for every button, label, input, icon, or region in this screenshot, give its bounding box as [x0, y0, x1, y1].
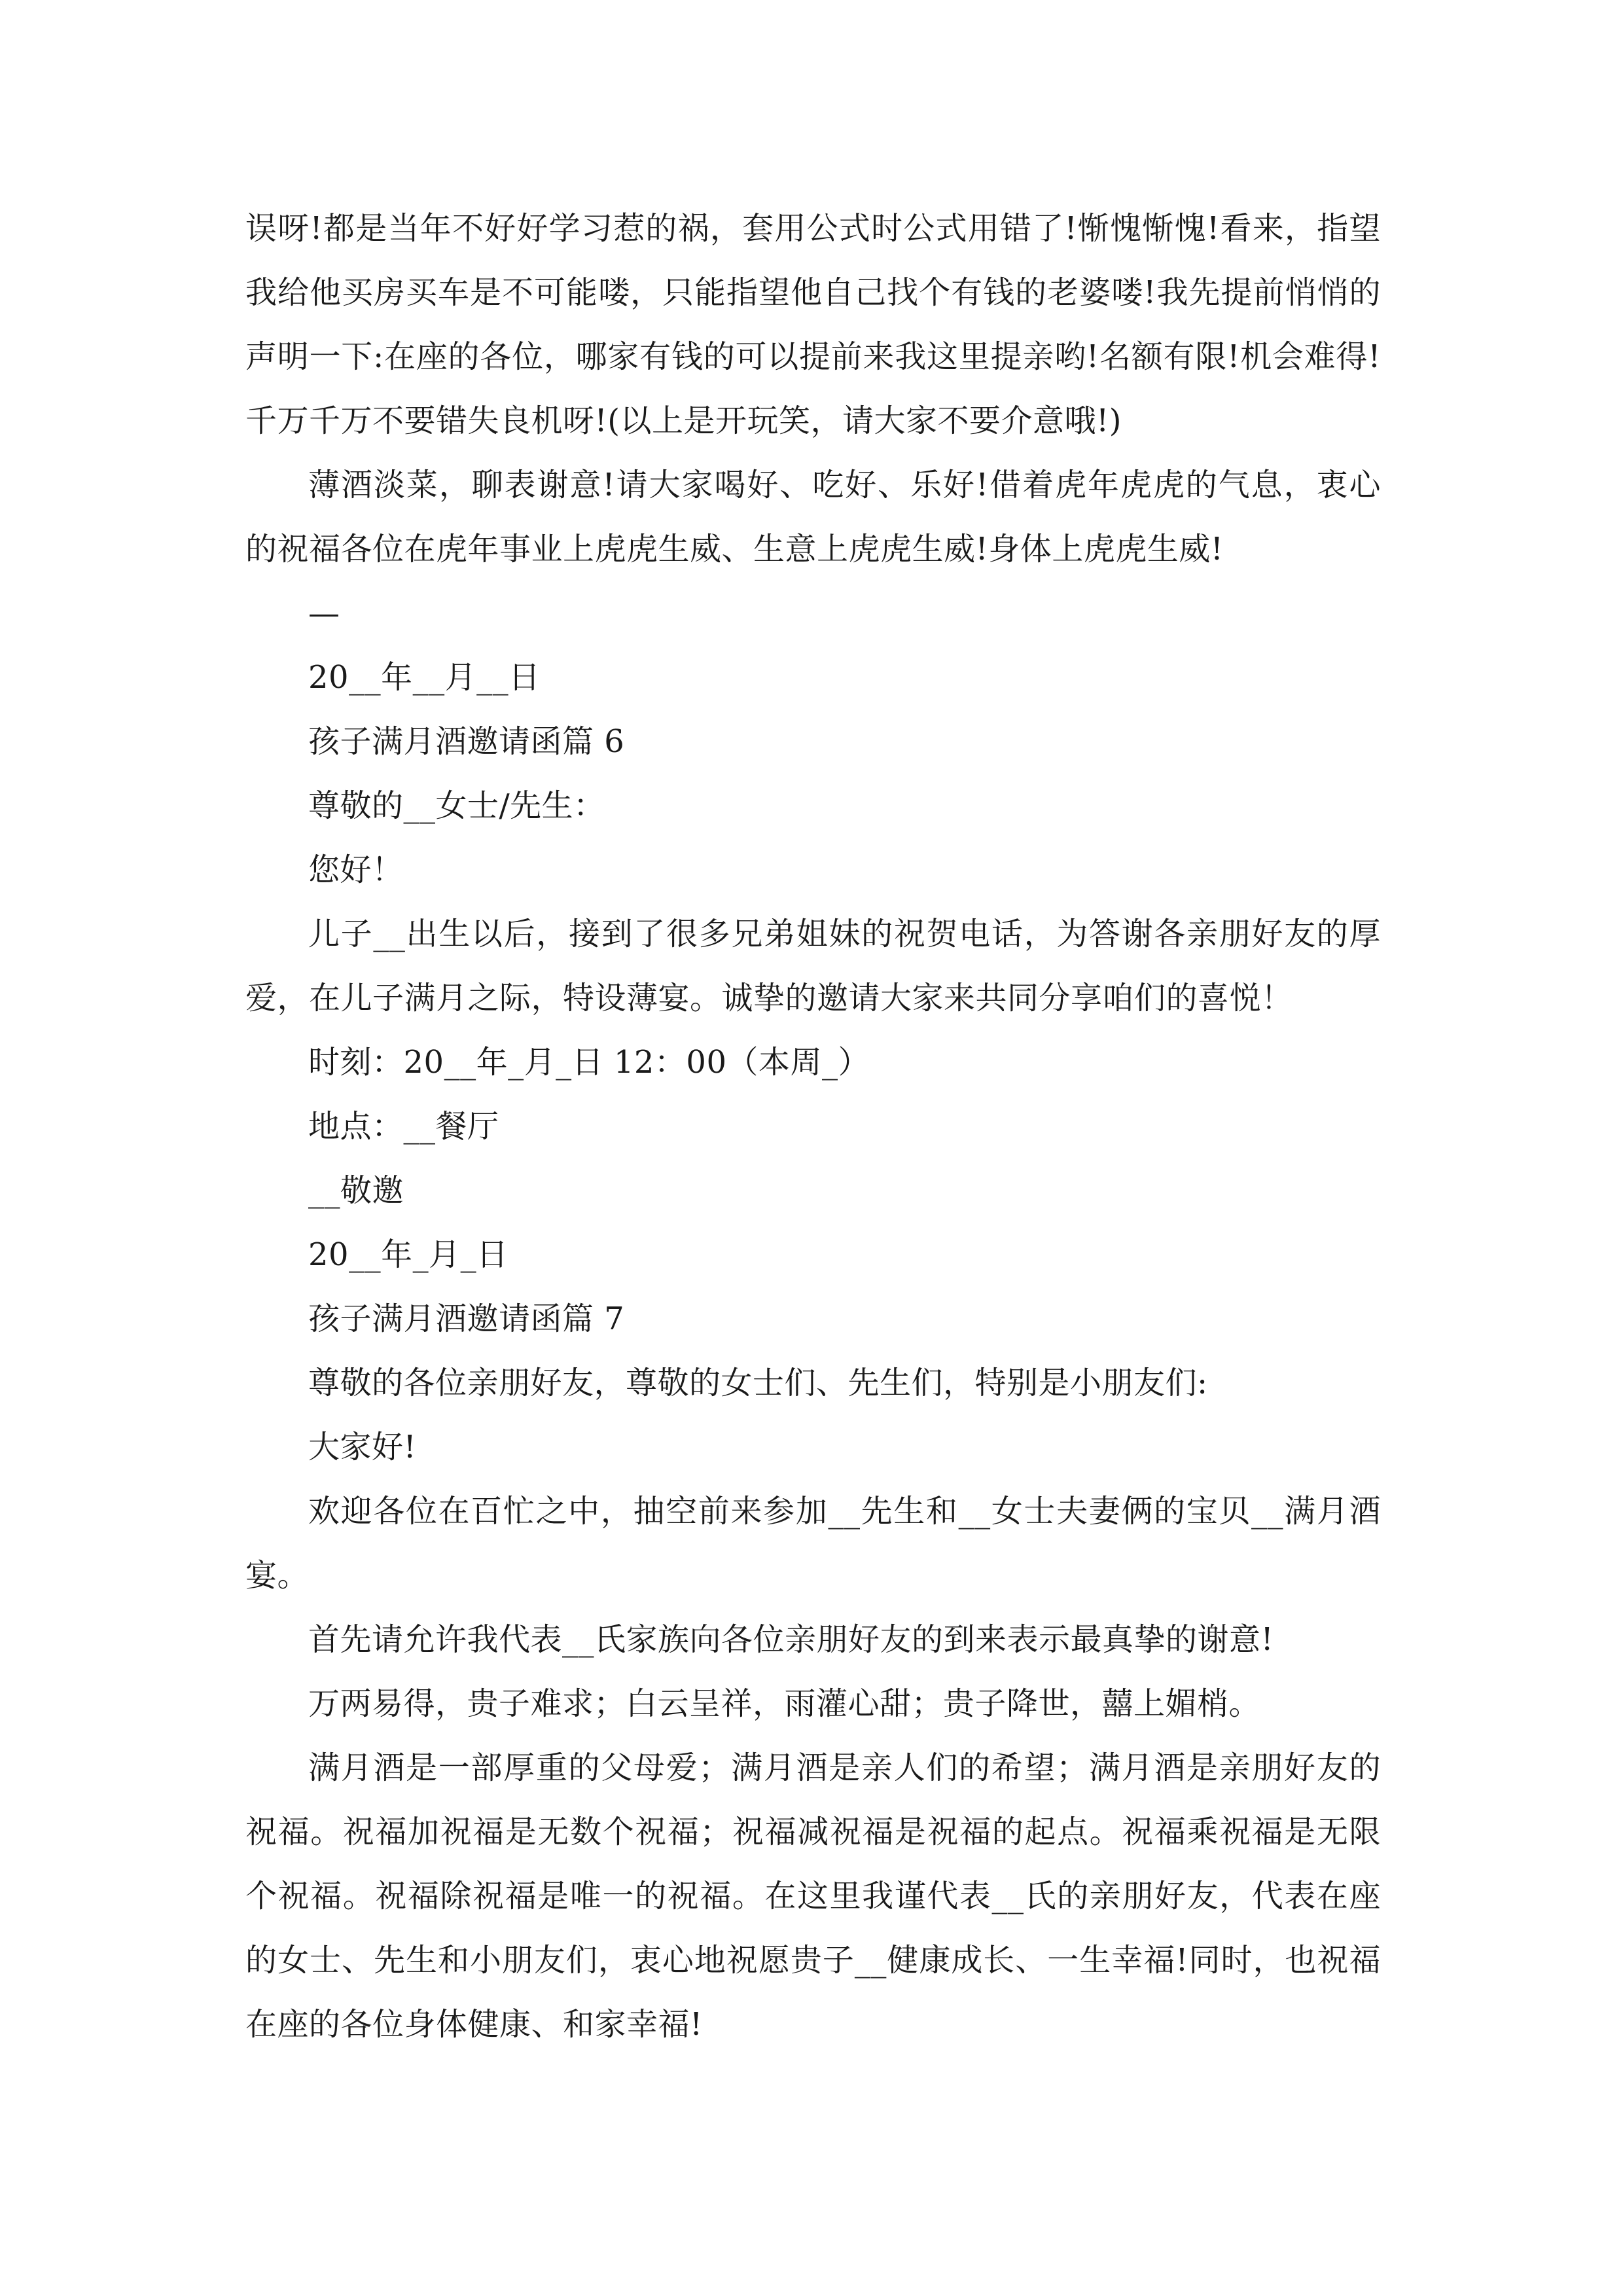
blessing-paragraph-7: 满月酒是一部厚重的父母爱；满月酒是亲人们的希望；满月酒是亲朋好友的祝福。祝福加祝福是无数个祝福；祝福减祝福是祝福的起点。祝福乘祝福是无限个祝福。祝福除祝福是唯一的祝福。在这里我谨代表__氏的亲朋好友，代表在座的女士、先生和小朋友们，衷心地祝愿贵子__健康成长、一生幸福!同时，也祝福在座的各位身体健康、和家幸福! — [245, 1749, 1381, 2043]
time-line-6: 时刻：20__年_月_日 12：00（本周_） — [308, 1044, 870, 1081]
thanks-paragraph-7: 首先请允许我代表__氏家族向各位亲朋好友的到来表示最真挚的谢意! — [308, 1621, 1274, 1658]
date-line: 20__年__月__日 — [308, 659, 541, 696]
place-line-6: 地点：__餐厅 — [308, 1108, 499, 1145]
greeting-6: 您好！ — [308, 852, 404, 888]
verse-paragraph-7: 万两易得，贵子难求；白云呈祥，雨灌心甜；贵子降世，囍上媚梢。 — [308, 1685, 1261, 1722]
salutation-6: 尊敬的__女士/先生： — [308, 787, 605, 824]
section-heading-7: 孩子满月酒邀请函篇 7 — [308, 1300, 625, 1337]
invitation-body-6: 儿子__出生以后，接到了很多兄弟姐妹的祝贺电话，为答谢各亲朋好友的厚爱，在儿子满月之际，特设薄宴。诚挚的邀请大家来共同分享咱们的喜悦！ — [245, 916, 1381, 1016]
inviter-line-6: __敬邀 — [308, 1172, 404, 1209]
section-heading-6: 孩子满月酒邀请函篇 6 — [308, 723, 625, 760]
dash-line: — — [308, 595, 340, 632]
salutation-7: 尊敬的各位亲朋好友，尊敬的女士们、先生们，特别是小朋友们: — [308, 1365, 1208, 1401]
paragraph-toast-closing: 薄酒淡菜，聊表谢意!请大家喝好、吃好、乐好!借着虎年虎虎的气息，衷心的祝福各位在虎年事业上虎虎生威、生意上虎虎生威!身体上虎虎生威! — [245, 467, 1381, 567]
document-page — [245, 196, 1381, 2056]
welcome-paragraph-7: 欢迎各位在百忙之中，抽空前来参加__先生和__女士夫妻俩的宝贝__满月酒宴。 — [245, 1493, 1381, 1594]
greeting-7: 大家好! — [308, 1429, 417, 1465]
paragraph-continuation: 误呀!都是当年不好好学习惹的祸，套用公式时公式用错了!惭愧惭愧!看来，指望我给他买房买车是不可能喽，只能指望他自己找个有钱的老婆喽!我先提前悄悄的声明一下:在座的各位，哪家有钱的可以提前来我这里提亲哟!名额有限!机会难得!千万千万不要错失良机呀!(以上是开玩笑，请大家不要介意哦!) — [245, 210, 1381, 439]
date-line-6: 20__年_月_日 — [308, 1236, 508, 1273]
